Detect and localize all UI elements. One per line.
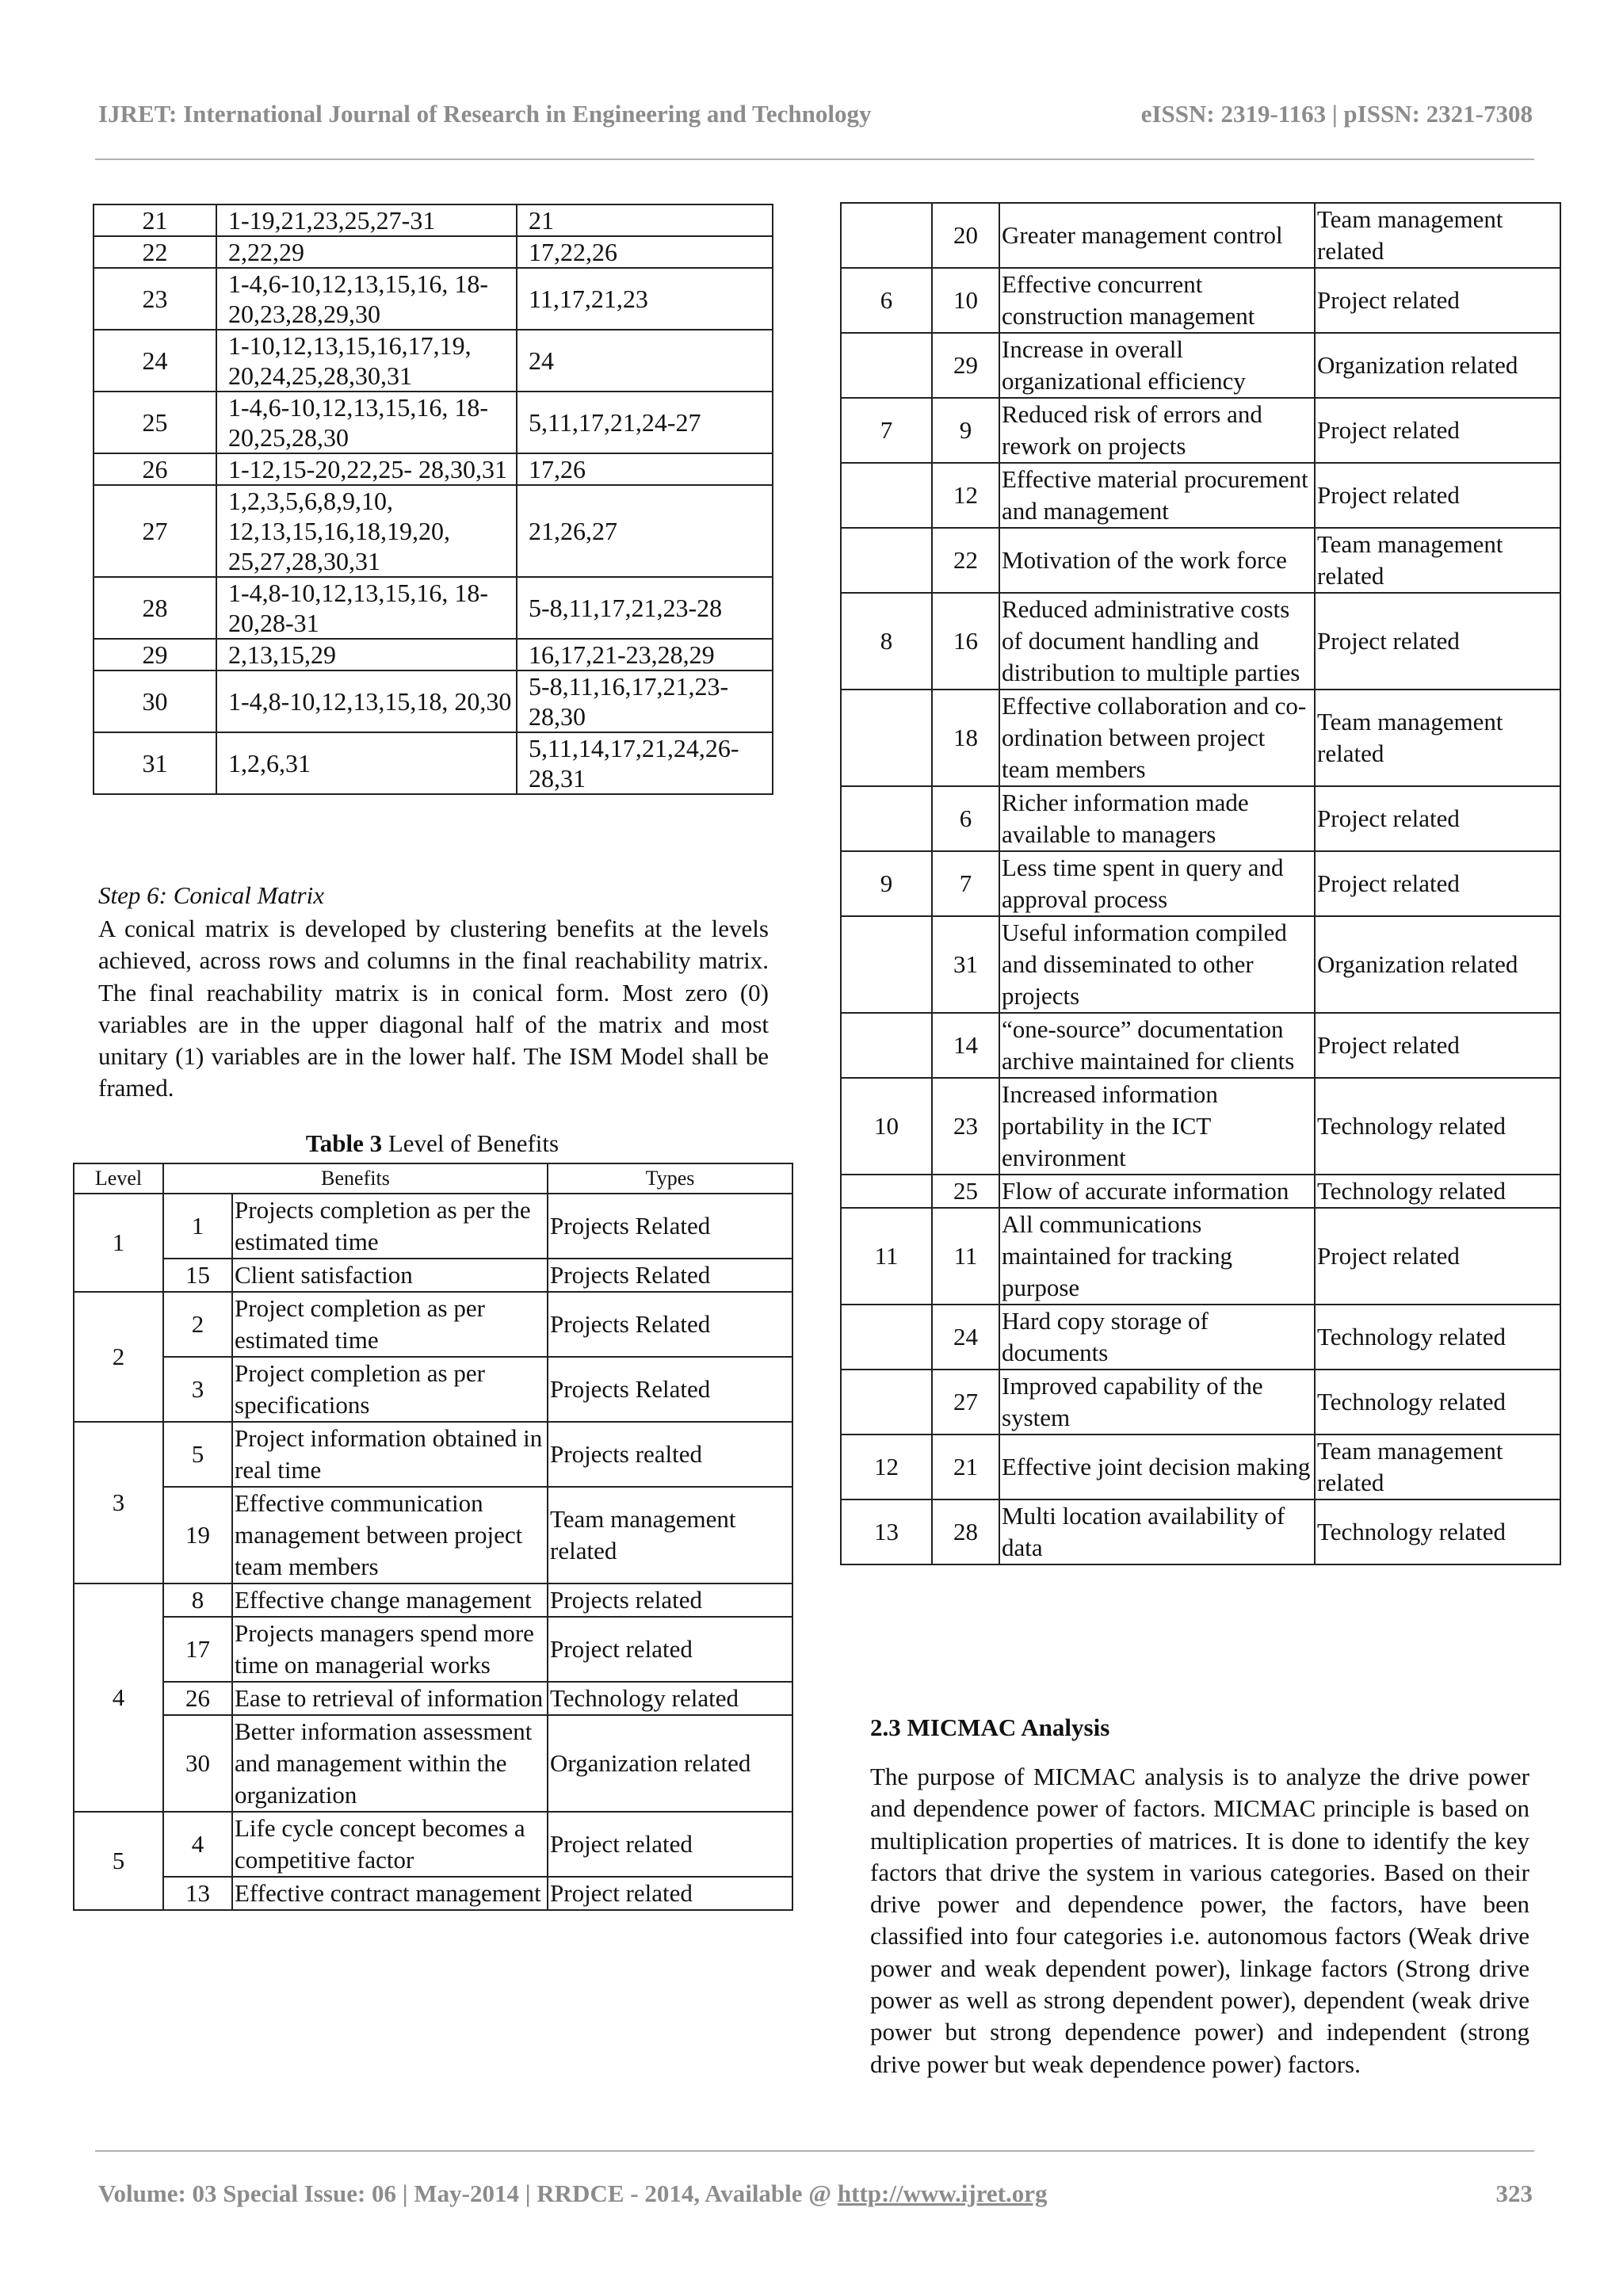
variable-number: 26 bbox=[94, 453, 216, 485]
intersection-set: 5-8,11,17,21,23-28 bbox=[517, 577, 773, 639]
reachability-set: 2,22,29 bbox=[216, 236, 517, 268]
table-row bbox=[94, 485, 773, 577]
table-row bbox=[74, 1487, 792, 1584]
benefit-text: Effective material procurement and management bbox=[999, 463, 1315, 528]
variable-number: 25 bbox=[94, 392, 216, 453]
reachability-set: 1,2,6,31 bbox=[216, 732, 517, 794]
benefit-text: “one-source” documentation archive maintained for clients bbox=[999, 1013, 1315, 1078]
level-cell bbox=[841, 463, 932, 528]
benefit-text: Hard copy storage of documents bbox=[999, 1305, 1315, 1370]
table-row bbox=[74, 1617, 792, 1682]
level-cell bbox=[841, 916, 932, 1013]
benefit-text: Reduced risk of errors and rework on projects bbox=[999, 398, 1315, 463]
table-row bbox=[74, 1259, 792, 1292]
benefit-type: Team management related bbox=[1315, 690, 1560, 786]
benefit-text: Useful information compiled and disseminated to other projects bbox=[999, 916, 1315, 1013]
micmac-paragraph: The purpose of MICMAC analysis is to analyze the drive power and dependence power of factors. MICMAC principle is based on multiplication properties of matrices. It is done to identify the key factors that drive the system in various categories. Based on their drive power and dependence power, the factors, have been classified into four categories i.e. autonomous factors (Weak drive power and weak dependent power), linkage factors (Strong drive power as well as strong dependent power), dependent (weak drive power but strong dependence power) and independent (strong drive power but weak dependence power) factors. bbox=[870, 1763, 1529, 2078]
level-cell: 10 bbox=[841, 1078, 932, 1175]
benefit-text: Client satisfaction bbox=[232, 1259, 548, 1292]
benefit-type: Technology related bbox=[1315, 1370, 1560, 1435]
level-cell: 3 bbox=[74, 1422, 163, 1584]
benefit-number: 18 bbox=[932, 690, 999, 786]
benefit-type: Project related bbox=[1315, 1013, 1560, 1078]
level-cell bbox=[841, 528, 932, 593]
intersection-set: 17,26 bbox=[517, 453, 773, 485]
benefit-type: Technology related bbox=[1315, 1499, 1560, 1564]
reachability-set: 1-10,12,13,15,16,17,19, 20,24,25,28,30,31 bbox=[216, 330, 517, 392]
reachability-set: 1-12,15-20,22,25- 28,30,31 bbox=[216, 453, 517, 485]
level-cell: 6 bbox=[841, 268, 932, 333]
level-cell: 2 bbox=[74, 1292, 163, 1422]
intersection-set: 21,26,27 bbox=[517, 485, 773, 577]
benefit-type: Project related bbox=[1315, 851, 1560, 916]
benefit-type: Project related bbox=[548, 1877, 792, 1910]
benefit-text: Increased information portability in the ICT environment bbox=[999, 1078, 1315, 1175]
benefit-text: Flow of accurate information bbox=[999, 1175, 1315, 1208]
benefit-type: Organization related bbox=[1315, 333, 1560, 398]
benefit-text: Improved capability of the system bbox=[999, 1370, 1315, 1435]
benefit-type: Technology related bbox=[548, 1682, 792, 1715]
benefit-number: 5 bbox=[163, 1422, 232, 1487]
table-row bbox=[841, 1305, 1560, 1370]
intersection-set: 21 bbox=[517, 204, 773, 236]
benefit-text: Life cycle concept becomes a competitive factor bbox=[232, 1812, 548, 1877]
benefit-number: 15 bbox=[163, 1259, 232, 1292]
benefit-type: Technology related bbox=[1315, 1078, 1560, 1175]
benefit-text: Effective contract management bbox=[232, 1877, 548, 1910]
table-row bbox=[74, 1357, 792, 1422]
benefit-number: 26 bbox=[163, 1682, 232, 1715]
table-row bbox=[74, 1422, 792, 1487]
table-row bbox=[841, 916, 1560, 1013]
benefit-number: 14 bbox=[932, 1013, 999, 1078]
benefit-number: 19 bbox=[163, 1487, 232, 1584]
micmac-section-title: 2.3 MICMAC Analysis bbox=[870, 1713, 1110, 1741]
benefit-type: Projects realted bbox=[548, 1422, 792, 1487]
benefit-number: 22 bbox=[932, 528, 999, 593]
benefit-type: Projects Related bbox=[548, 1194, 792, 1259]
benefit-type: Organization related bbox=[548, 1715, 792, 1812]
benefit-text: Effective collaboration and co-ordination between project team members bbox=[999, 690, 1315, 786]
benefit-type: Projects Related bbox=[548, 1259, 792, 1292]
table-row bbox=[841, 1499, 1560, 1564]
table3-caption-label: Table 3 bbox=[305, 1129, 383, 1157]
table-row bbox=[841, 1175, 1560, 1208]
issn-info: eISSN: 2319-1163 | pISSN: 2321-7308 bbox=[1140, 100, 1533, 128]
header-benefits: Benefits bbox=[163, 1163, 548, 1194]
footer-divider bbox=[95, 2150, 1534, 2152]
level-of-benefits-table-continued bbox=[840, 202, 1561, 1565]
variable-number: 28 bbox=[94, 577, 216, 639]
step6-paragraph: A conical matrix is developed by clustering benefits at the levels achieved, across rows and columns in the final reachability matrix. The final reachability matrix is in conical form. Most zero (0) variables are in the upper diagonal half of the matrix and most unitary (1) variables are in the lower half. The ISM Model shall be framed. bbox=[98, 915, 769, 1102]
journal-title: IJRET: International Journal of Research in Engineering and Technology bbox=[98, 100, 872, 128]
benefit-text: Greater management control bbox=[999, 203, 1315, 268]
benefit-text: Project completion as per estimated time bbox=[232, 1292, 548, 1357]
benefit-number: 30 bbox=[163, 1715, 232, 1812]
benefit-type: Projects related bbox=[548, 1584, 792, 1617]
table-row bbox=[74, 1682, 792, 1715]
reachability-table bbox=[93, 204, 773, 795]
table-row bbox=[74, 1812, 792, 1877]
benefit-number: 7 bbox=[932, 851, 999, 916]
benefit-text: Projects managers spend more time on managerial works bbox=[232, 1617, 548, 1682]
benefit-text: Ease to retrieval of information bbox=[232, 1682, 548, 1715]
benefit-text: Effective communication management between project team members bbox=[232, 1487, 548, 1584]
intersection-set: 5-8,11,16,17,21,23- 28,30 bbox=[517, 670, 773, 732]
benefit-type: Project related bbox=[1315, 786, 1560, 851]
table-row bbox=[94, 453, 773, 485]
benefit-number: 24 bbox=[932, 1305, 999, 1370]
variable-number: 31 bbox=[94, 732, 216, 794]
level-cell: 8 bbox=[841, 593, 932, 690]
table-row bbox=[841, 333, 1560, 398]
benefit-number: 6 bbox=[932, 786, 999, 851]
benefit-type: Project related bbox=[1315, 593, 1560, 690]
intersection-set: 17,22,26 bbox=[517, 236, 773, 268]
benefit-number: 3 bbox=[163, 1357, 232, 1422]
benefit-number: 12 bbox=[932, 463, 999, 528]
level-cell bbox=[841, 1305, 932, 1370]
level-cell: 5 bbox=[74, 1812, 163, 1910]
level-cell: 9 bbox=[841, 851, 932, 916]
table-row bbox=[841, 851, 1560, 916]
intersection-set: 24 bbox=[517, 330, 773, 392]
benefit-type: Organization related bbox=[1315, 916, 1560, 1013]
benefit-type: Team management related bbox=[1315, 203, 1560, 268]
benefit-number: 31 bbox=[932, 916, 999, 1013]
level-cell: 7 bbox=[841, 398, 932, 463]
level-of-benefits-table bbox=[73, 1163, 793, 1911]
benefit-text: All communications maintained for tracking purpose bbox=[999, 1208, 1315, 1305]
benefit-number: 17 bbox=[163, 1617, 232, 1682]
benefit-text: Project information obtained in real time bbox=[232, 1422, 548, 1487]
benefit-text: Reduced administrative costs of document handling and distribution to multiple parties bbox=[999, 593, 1315, 690]
benefit-number: 8 bbox=[163, 1584, 232, 1617]
table-row bbox=[841, 1013, 1560, 1078]
level-cell bbox=[841, 690, 932, 786]
level-cell bbox=[841, 333, 932, 398]
intersection-set: 5,11,14,17,21,24,26- 28,31 bbox=[517, 732, 773, 794]
benefit-number: 9 bbox=[932, 398, 999, 463]
benefit-type: Project related bbox=[1315, 1208, 1560, 1305]
benefit-type: Projects Related bbox=[548, 1357, 792, 1422]
benefit-type: Team management related bbox=[1315, 1435, 1560, 1499]
level-cell bbox=[841, 1370, 932, 1435]
benefit-type: Project related bbox=[1315, 463, 1560, 528]
table-row bbox=[841, 690, 1560, 786]
variable-number: 21 bbox=[94, 204, 216, 236]
benefit-text: Project completion as per specifications bbox=[232, 1357, 548, 1422]
footer-text: Volume: 03 Special Issue: 06 | May-2014 | RRDCE - 2014, Available @ bbox=[98, 2179, 838, 2207]
level-cell bbox=[841, 203, 932, 268]
variable-number: 27 bbox=[94, 485, 216, 577]
benefit-type: Project related bbox=[1315, 268, 1560, 333]
benefit-text: Projects completion as per the estimated time bbox=[232, 1194, 548, 1259]
table-row bbox=[94, 732, 773, 794]
benefit-text: Increase in overall organizational efficiency bbox=[999, 333, 1315, 398]
level-cell bbox=[841, 786, 932, 851]
benefit-text: Richer information made available to managers bbox=[999, 786, 1315, 851]
benefit-type: Team management related bbox=[1315, 528, 1560, 593]
benefit-number: 1 bbox=[163, 1194, 232, 1259]
table-row bbox=[841, 1435, 1560, 1499]
level-cell: 12 bbox=[841, 1435, 932, 1499]
benefit-type: Team management related bbox=[548, 1487, 792, 1584]
variable-number: 23 bbox=[94, 268, 216, 330]
table-row bbox=[74, 1194, 792, 1259]
benefit-number: 4 bbox=[163, 1812, 232, 1877]
intersection-set: 16,17,21-23,28,29 bbox=[517, 639, 773, 670]
benefit-text: Motivation of the work force bbox=[999, 528, 1315, 593]
benefit-number: 16 bbox=[932, 593, 999, 690]
header-level: Level bbox=[74, 1163, 163, 1194]
level-cell bbox=[841, 1175, 932, 1208]
benefit-number: 2 bbox=[163, 1292, 232, 1357]
footer-volume bbox=[98, 2179, 1048, 2208]
benefit-number: 27 bbox=[932, 1370, 999, 1435]
variable-number: 30 bbox=[94, 670, 216, 732]
benefit-text: Better information assessment and management within the organization bbox=[232, 1715, 548, 1812]
table-row bbox=[841, 463, 1560, 528]
benefit-type: Project related bbox=[548, 1812, 792, 1877]
benefit-number: 21 bbox=[932, 1435, 999, 1499]
variable-number: 24 bbox=[94, 330, 216, 392]
table-row bbox=[94, 268, 773, 330]
benefit-number: 10 bbox=[932, 268, 999, 333]
level-cell: 4 bbox=[74, 1584, 163, 1812]
benefit-type: Projects Related bbox=[548, 1292, 792, 1357]
table3-caption-text: Level of Benefits bbox=[382, 1129, 559, 1157]
header-divider bbox=[95, 159, 1534, 160]
table-row bbox=[841, 268, 1560, 333]
reachability-set: 1,2,3,5,6,8,9,10, 12,13,15,16,18,19,20, 25,27,28,30,31 bbox=[216, 485, 517, 577]
table-row bbox=[94, 330, 773, 392]
level-cell: 1 bbox=[74, 1194, 163, 1292]
reachability-set: 1-19,21,23,25,27-31 bbox=[216, 204, 517, 236]
table-row bbox=[94, 577, 773, 639]
benefit-number: 11 bbox=[932, 1208, 999, 1305]
page-number: 323 bbox=[1495, 2179, 1533, 2207]
variable-number: 29 bbox=[94, 639, 216, 670]
table-row bbox=[74, 1715, 792, 1812]
table-row bbox=[94, 204, 773, 236]
table-row bbox=[94, 670, 773, 732]
benefit-number: 20 bbox=[932, 203, 999, 268]
intersection-set: 5,11,17,21,24-27 bbox=[517, 392, 773, 453]
level-cell: 11 bbox=[841, 1208, 932, 1305]
benefit-number: 13 bbox=[163, 1877, 232, 1910]
intersection-set: 11,17,21,23 bbox=[517, 268, 773, 330]
reachability-set: 1-4,8-10,12,13,15,16, 18-20,28-31 bbox=[216, 577, 517, 639]
benefit-text: Effective joint decision making bbox=[999, 1435, 1315, 1499]
table-row bbox=[94, 236, 773, 268]
benefit-text: Effective concurrent construction management bbox=[999, 268, 1315, 333]
reachability-set: 1-4,6-10,12,13,15,16, 18-20,25,28,30 bbox=[216, 392, 517, 453]
level-cell: 13 bbox=[841, 1499, 932, 1564]
table-row bbox=[74, 1292, 792, 1357]
table-row bbox=[94, 392, 773, 453]
reachability-set: 1-4,6-10,12,13,15,16, 18-20,23,28,29,30 bbox=[216, 268, 517, 330]
table-row bbox=[74, 1584, 792, 1617]
table-row bbox=[94, 639, 773, 670]
benefit-text: Less time spent in query and approval process bbox=[999, 851, 1315, 916]
benefit-type: Technology related bbox=[1315, 1175, 1560, 1208]
benefit-type: Project related bbox=[548, 1617, 792, 1682]
benefit-type: Project related bbox=[1315, 398, 1560, 463]
table-row bbox=[841, 398, 1560, 463]
benefit-number: 23 bbox=[932, 1078, 999, 1175]
reachability-set: 1-4,8-10,12,13,15,18, 20,30 bbox=[216, 670, 517, 732]
table-row bbox=[841, 593, 1560, 690]
benefit-type: Technology related bbox=[1315, 1305, 1560, 1370]
variable-number: 22 bbox=[94, 236, 216, 268]
step6-title: Step 6: Conical Matrix bbox=[98, 881, 324, 909]
table-row bbox=[841, 1370, 1560, 1435]
benefit-text: Multi location availability of data bbox=[999, 1499, 1315, 1564]
reachability-set: 2,13,15,29 bbox=[216, 639, 517, 670]
table-row bbox=[74, 1877, 792, 1910]
benefit-text: Effective change management bbox=[232, 1584, 548, 1617]
table3-caption bbox=[73, 1129, 792, 1158]
table3-header-row bbox=[74, 1163, 792, 1194]
level-cell bbox=[841, 1013, 932, 1078]
table-row bbox=[841, 1078, 1560, 1175]
benefit-number: 28 bbox=[932, 1499, 999, 1564]
footer-link[interactable]: http://www.ijret.org bbox=[837, 2179, 1048, 2207]
benefit-number: 29 bbox=[932, 333, 999, 398]
table-row bbox=[841, 786, 1560, 851]
header-types: Types bbox=[548, 1163, 792, 1194]
table-row bbox=[841, 528, 1560, 593]
table-row bbox=[841, 1208, 1560, 1305]
table-row bbox=[841, 203, 1560, 268]
benefit-number: 25 bbox=[932, 1175, 999, 1208]
